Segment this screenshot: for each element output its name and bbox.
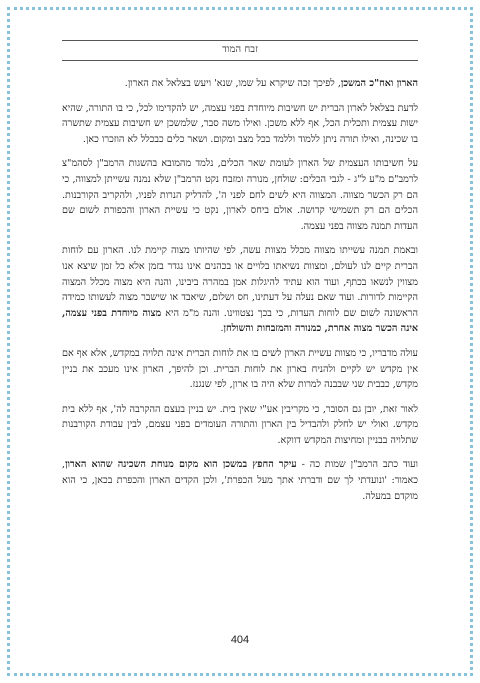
paragraph-text: , כאמור: 'ונועדתי לך שם ודברתי אתך מעל הכפרת', ולכן הקדים הארון והכפרת בכאן, כי הוא מוקדם במעלה.: [62, 459, 418, 502]
paragraph-text: עולה מדבריו, כי מצוות עשיית הארון לשים בו את לוחות הברית אינה תלויה במקדש, אלא אף אם אין מקדש יש לקיים ולהניח בארון את לוחות הברית. וכן להיפך, הארון אינו מעכב את בניין מקדש, כבבית שני שבבנה למרות שלא היה בו ארון, לפי שנגנז.: [62, 347, 418, 391]
bold-phrase: עיקר החפץ במשכן הוא מקום מנוחת השכינה שהוא הארון: [65, 459, 297, 471]
paragraph-4: [62, 243, 418, 337]
paragraph-text: על חשיבותו העצמית של הארון לעומת שאר הכלים, נלמד מהמובא בהשגות הרמב"ן לסהמ"צ לרמב"ם מ"ע ל"ג - לגבי הכלים: שולחן, מנורה ומזבח נקט הרמב"ן שלא נמנה עשייתן למצווה, כי הם רק הכשר מצווה. המצווה היא לשים לחם לפני ה', להדליק הנרות לפניו, ולהקריב הקורבנות. הכלים הם רק תשמישי קדושה. אולם ביחס לארון, נקט כי עשיית הארון והכפורת לשום שם העדות תמנה מצווה בפני עצמה.: [62, 158, 418, 232]
header-rule-bottom: [62, 60, 418, 61]
paragraph-5: [62, 346, 418, 393]
page-body: [62, 76, 418, 513]
header-rule-top: [62, 40, 418, 41]
header-title: זבח המוד: [222, 44, 258, 55]
paragraph-1: [62, 76, 418, 92]
paragraph-6: [62, 402, 418, 449]
page-number: 404: [230, 634, 250, 646]
bold-phrase: מצוה מיוחדת בפני עצמה, אינה הכשר מצוה אחרת, כמנורה והמזבחות והשולחן: [62, 307, 418, 335]
paragraph-text: לאור זאת, יובן גם הסובר, כי מקריבין אע"י שאין בית. יש בניין בעצם ההקרבה לה', אף ללא בית מקדש. ואולי יש לחלק ולהבדיל בין הארון והתורה העומדים בפני עצמם, לבין עבודת הקורבנות שתלויה בבניין ומחיצות המקדש דווקא.: [62, 403, 418, 446]
paragraph-text: , לפיכך זכה שיקרא על שמו, שנא' ויעש בצלאל את הארון.: [124, 78, 341, 89]
paragraph-3: [62, 156, 418, 234]
paragraph-2: [62, 101, 418, 148]
running-header: [62, 40, 418, 66]
paragraph-text: לדעת בצלאל לארון הברית יש חשיבות מיוחדת בפני עצמה, יש להקדימו לכל, כי בו התורה, שהיא ישות עצמית ותכלית הכל, אף ללא משכן. ואילו משה סבר, שלמשכן יש חשיבות עצמית שתשרה בו שכינה, ואילו תורה ניתן ללמוד וללמד בכל מצב ומקום. ושאר כלים כבכלל לא הוזכרו כאן.: [61, 102, 418, 145]
paragraph-text: ועוד כתב הרמב"ן שמות כה -: [296, 459, 418, 471]
paragraph-text: .: [220, 323, 224, 335]
paragraph-7: [62, 457, 418, 504]
paragraph-text: ובאמת תמנה עשייתו מצווה מכלל מצוות עשה, לפי שהיותו מצוה קיימת לנו. הארון עם לוחות הברית קיים לנו לעולם, ומצוות נשיאתו בלויים או בכהנים אינו נגדר בזמן אלא כל זמן שיצא אנו מצווין לנשאו בכתף, ועוד הוא עתיד להיגלות אמן במהרה ביבינו, והנה היא מצוה מכלל המצוה הקיימות לדורות. ועוד שאם נעלה על דעתינו, חס ושלום, שיאבד או שישבר מצוה לעשותו כמידה הראשונה לשום שם לוחות העדות, כי בכך נצטווינו. והנה מ"מ היא: [62, 245, 419, 319]
bold-phrase: הארון ואח"כ המשכן: [340, 78, 418, 89]
